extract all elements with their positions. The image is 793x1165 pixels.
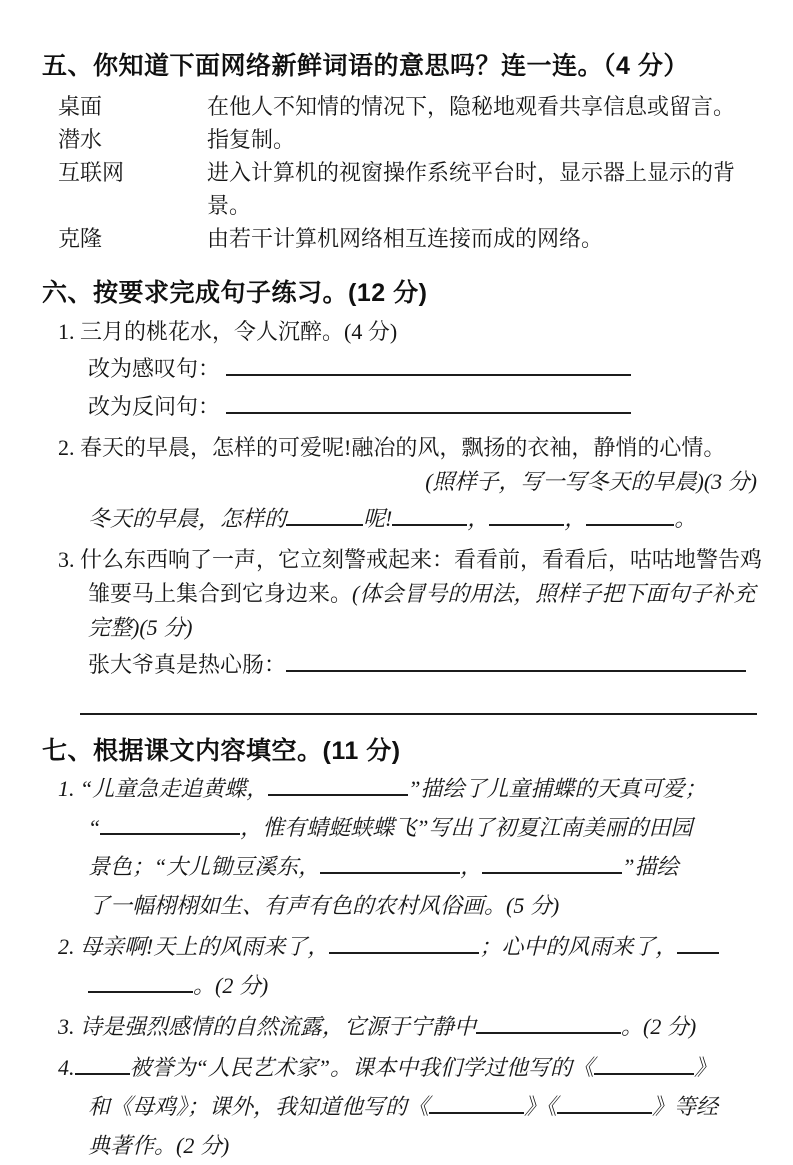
question-hint: (照样子，写一写冬天的早晨)(3 分) bbox=[425, 469, 757, 494]
stem-note: (体会冒号的用法，照样子把下面句子补充完整)(5 分) bbox=[88, 581, 756, 640]
fill-text: 呢! bbox=[363, 506, 393, 531]
stem-text: 3. 什么东西响了一声，它立刻警戒起来：看看前，看看后，咕咕地警告鸡雏要马上集合到它身边来。 bbox=[58, 547, 763, 606]
section-7 bbox=[42, 735, 763, 1165]
fill-text: 》等经 bbox=[652, 1094, 719, 1119]
fill-in-line bbox=[88, 1087, 763, 1126]
question-stem bbox=[58, 543, 763, 645]
match-term: 克隆 bbox=[58, 226, 103, 251]
fill-text: ， bbox=[460, 854, 483, 879]
question-7-4 bbox=[42, 1048, 763, 1165]
fill-in-line bbox=[88, 966, 763, 1005]
fill-text: 4. bbox=[58, 1055, 75, 1080]
fill-in-line bbox=[88, 808, 763, 847]
section-5-title: 五、你知道下面网络新鲜词语的意思吗？连一连。（4 分） bbox=[42, 52, 689, 80]
fill-in-line bbox=[88, 501, 763, 537]
section-5 bbox=[42, 50, 763, 255]
answer-blank bbox=[677, 938, 719, 954]
fill-text: 2. 母亲啊!天上的风雨来了， bbox=[58, 934, 330, 959]
answer-blank bbox=[286, 656, 746, 672]
fill-text: ，惟有蜻蜓蛱蝶飞”写出了初夏江南美丽的田园 bbox=[240, 815, 693, 840]
answer-blank bbox=[329, 938, 479, 954]
answer-label: 改为感叹句： bbox=[88, 356, 221, 381]
answer-blank bbox=[476, 1018, 621, 1034]
fill-text: ”描绘 bbox=[622, 854, 679, 879]
answer-blank bbox=[286, 510, 363, 526]
fill-text: 》《 bbox=[524, 1094, 558, 1119]
match-definition: 由若干计算机网络相互连接而成的网络。 bbox=[207, 226, 604, 251]
fill-in-line bbox=[58, 769, 763, 808]
answer-blank bbox=[75, 1059, 130, 1075]
fill-text: 。(2 分) bbox=[193, 973, 269, 998]
answer-label: 改为反问句： bbox=[88, 394, 221, 419]
fill-in-line bbox=[58, 1048, 763, 1087]
answer-blank bbox=[586, 510, 674, 526]
fill-text: 景色；“大儿锄豆溪东， bbox=[88, 854, 321, 879]
answer-blank bbox=[268, 780, 408, 796]
question-7-1 bbox=[42, 769, 763, 925]
answer-line-rhetorical bbox=[88, 389, 763, 425]
fill-text: ”描绘了儿童捕蝶的天真可爱； bbox=[408, 776, 707, 801]
answer-blank bbox=[557, 1098, 652, 1114]
answer-blank bbox=[489, 510, 564, 526]
answer-blank bbox=[226, 398, 631, 414]
question-7-3 bbox=[42, 1007, 763, 1046]
fill-text: ， bbox=[564, 506, 587, 531]
match-definition: 在他人不知情的情况下，隐秘地观看共享信息或留言。 bbox=[207, 94, 736, 119]
fill-text: ；心中的风雨来了， bbox=[479, 934, 678, 959]
match-row bbox=[58, 123, 763, 156]
answer-blank bbox=[320, 858, 460, 874]
fill-in-line bbox=[58, 1007, 763, 1046]
answer-blank bbox=[392, 510, 467, 526]
match-term: 潜水 bbox=[58, 127, 103, 152]
section-6-title: 六、按要求完成句子练习。(12 分) bbox=[42, 279, 428, 307]
fill-text: 3. 诗是强烈感情的自然流露，它源于宁静中 bbox=[58, 1014, 477, 1039]
match-row bbox=[58, 90, 763, 123]
match-definition: 进入计算机的视窗操作系统平台时，显示器上显示的背景。 bbox=[207, 160, 736, 218]
question-stem: 1. 三月的桃花水，令人沉醉。(4 分) bbox=[58, 319, 398, 344]
fill-text: “ bbox=[88, 815, 101, 840]
fill-text: 。(2 分) bbox=[621, 1014, 697, 1039]
answer-blank bbox=[88, 977, 193, 993]
fill-text-line: 典著作。(2 分) bbox=[88, 1133, 230, 1158]
fill-text: 。 bbox=[674, 506, 697, 531]
matching-exercise bbox=[58, 90, 763, 255]
match-term: 桌面 bbox=[58, 94, 103, 119]
answer-blank bbox=[100, 819, 240, 835]
match-definition: 指复制。 bbox=[207, 127, 296, 152]
answer-line-exclamatory bbox=[88, 351, 763, 387]
match-row bbox=[58, 222, 763, 255]
fill-text: 冬天的早晨，怎样的 bbox=[88, 506, 287, 531]
match-row bbox=[58, 156, 763, 222]
question-6-3 bbox=[42, 543, 763, 715]
question-stem: 2. 春天的早晨，怎样的可爱呢!融冶的风，飘扬的衣袖，静悄的心情。 bbox=[58, 435, 726, 460]
fill-label: 张大爷真是热心肠： bbox=[88, 652, 287, 677]
continuation-answer-line bbox=[80, 713, 757, 715]
fill-in-line bbox=[88, 647, 763, 683]
question-6-2 bbox=[42, 431, 763, 537]
fill-in-line bbox=[88, 847, 763, 886]
answer-blank bbox=[482, 858, 622, 874]
fill-text: 被誉为“人民艺术家”。课本中我们学过他写的《 bbox=[129, 1055, 594, 1080]
section-6 bbox=[42, 277, 763, 715]
fill-text: 》 bbox=[693, 1055, 716, 1080]
fill-text: 和《母鸡》；课外，我知道他写的《 bbox=[88, 1094, 430, 1119]
match-term: 互联网 bbox=[58, 160, 125, 185]
fill-in-line bbox=[58, 927, 763, 966]
answer-blank bbox=[594, 1059, 694, 1075]
fill-text-line: 了一幅栩栩如生、有声有色的农村风俗画。(5 分) bbox=[88, 893, 560, 918]
fill-text: ， bbox=[467, 506, 490, 531]
section-7-title: 七、根据课文内容填空。(11 分) bbox=[42, 737, 401, 765]
question-6-1 bbox=[42, 315, 763, 425]
answer-blank bbox=[226, 360, 631, 376]
fill-text: 1. “儿童急走追黄蝶， bbox=[58, 776, 269, 801]
answer-blank bbox=[429, 1098, 524, 1114]
question-7-2 bbox=[42, 927, 763, 1005]
